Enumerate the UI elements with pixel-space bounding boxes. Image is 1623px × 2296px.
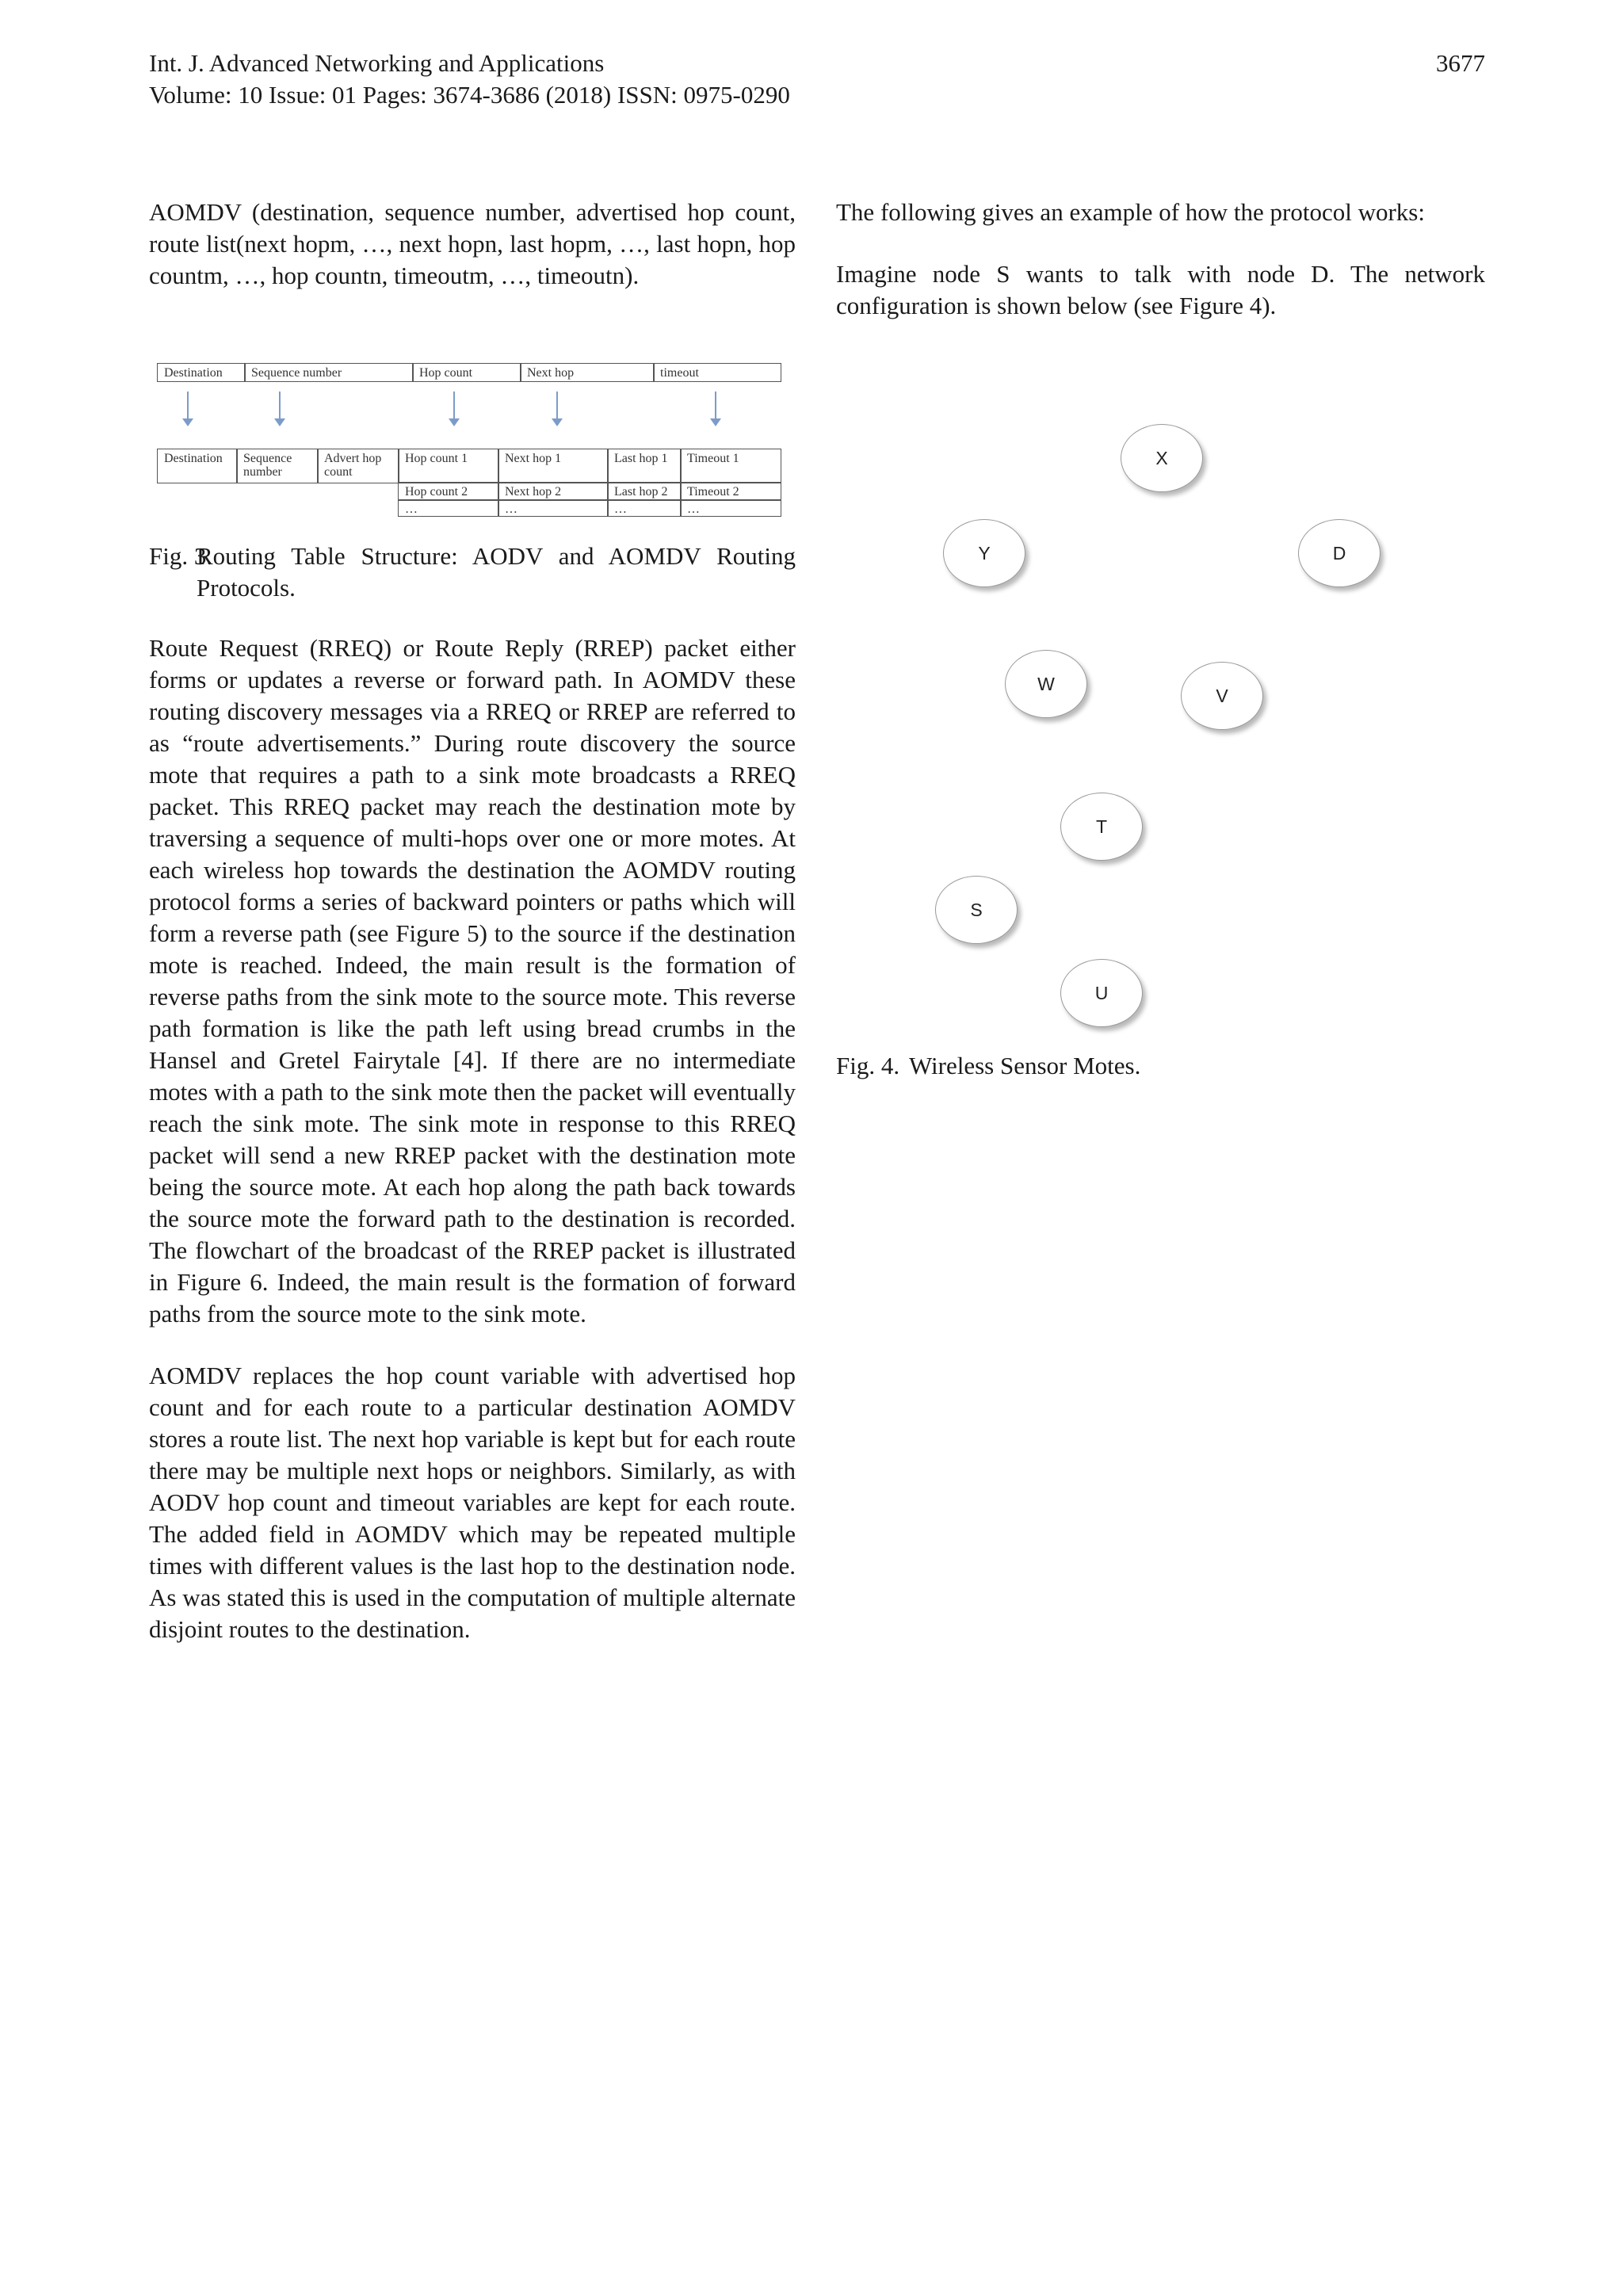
aomdv-next-hop-2: Next hop 2 <box>498 482 609 501</box>
node-u: U <box>1060 959 1143 1027</box>
aomdv-field-destination: Destination <box>157 449 238 483</box>
aomdv-hop-count-2: Hop count 2 <box>398 482 499 501</box>
journal-volume: Volume: 10 Issue: 01 Pages: 3674-3686 (2018) ISSN: 0975-0290 <box>149 81 790 109</box>
arrow-down-icon <box>187 392 189 425</box>
arrow-down-icon <box>715 392 716 425</box>
aomdv-definition: AOMDV (destination, sequence number, advertised hop count, route list(next hopm, …, next hopn, last hopm, …, last hopn, hop countm, …, hop countn, timeoutm, …, timeoutn). <box>149 198 796 289</box>
figure-4-caption-text: Wireless Sensor Motes. <box>909 1052 1141 1079</box>
figure-4-caption-number: Fig. 4. <box>836 1052 900 1079</box>
page-number: 3677 <box>1436 49 1485 77</box>
aodv-field-timeout: timeout <box>653 363 781 382</box>
aomdv-ellipsis-timeout: … <box>680 499 781 517</box>
aodv-field-next-hop: Next hop <box>520 363 655 382</box>
aomdv-field-sequence-number: Sequence number <box>236 449 319 483</box>
aomdv-ellipsis-last-hop: … <box>607 499 682 517</box>
node-x: X <box>1121 424 1203 492</box>
aomdv-field-advert-hop-count: Advert hop count <box>317 449 399 483</box>
arrow-down-icon <box>556 392 558 425</box>
route-discovery-paragraph: Route Request (RREQ) or Route Reply (RREP) packet either forms or updates a reverse or forward path. In AOMDV these routing discovery messages via a RREQ or RREP are referred to as “route advertisements.” During route discovery the source mote that requires a path to a sink mote broadcasts a RREQ packet. This RREQ packet may reach the destination mote by traversing a sequence of multi-hops over one or more motes. At each wireless hop towards the destination the AOMDV routing protocol forms a series of backward pointers or paths which will form a reverse path (see Figure 5) to the source if the destination mote is reached. Indeed, the main result is the formation of reverse paths from the sink mote to the source mote. This reverse path formation is like the path left using bread crumbs in the Hansel and Gretel Fairytale [4]. If there are no intermediate motes with a path to the sink mote then the packet will eventually reach the sink mote. The sink mote in response to this RREQ packet will send a new RREP packet with the destination mote being the source mote. At each hop along the path back towards the source mote the forward path to the destination is recorded. The flowchart of the broadcast of the RREP packet is illustrated in Figure 6. Indeed, the main result is the formation of forward paths from the source mote to the sink mote. <box>149 634 796 1328</box>
aomdv-last-hop-1: Last hop 1 <box>607 449 682 483</box>
left-column-intro <box>149 197 796 292</box>
aodv-field-sequence-number: Sequence number <box>244 363 414 382</box>
example-intro-paragraph: The following gives an example of how the protocol works: <box>836 198 1425 226</box>
node-t: T <box>1060 793 1143 861</box>
right-column <box>836 197 1485 322</box>
aomdv-hop-count-1: Hop count 1 <box>398 449 499 483</box>
figure-3-caption <box>149 541 796 604</box>
aomdv-timeout-2: Timeout 2 <box>680 482 781 501</box>
network-config-paragraph: Imagine node S wants to talk with node D. The network configuration is shown below (see Figure 4). <box>836 260 1485 319</box>
left-column-body <box>149 632 796 1645</box>
figure-4-sensor-motes <box>911 412 1426 1046</box>
aomdv-last-hop-2: Last hop 2 <box>607 482 682 501</box>
aomdv-ellipsis-hop-count: … <box>398 499 499 517</box>
page-header <box>149 48 1485 111</box>
aomdv-timeout-1: Timeout 1 <box>680 449 781 483</box>
figure-3-caption-text: Routing Table Structure: AODV and AOMDV Routing Protocols. <box>197 542 796 602</box>
journal-title: Int. J. Advanced Networking and Applications <box>149 49 605 77</box>
figure-3-routing-table <box>157 357 781 523</box>
arrow-down-icon <box>453 392 455 425</box>
aomdv-next-hop-1: Next hop 1 <box>498 449 609 483</box>
figure-3-caption-number: Fig. 3. <box>149 542 213 570</box>
node-s: S <box>935 876 1018 944</box>
node-v: V <box>1181 662 1263 730</box>
arrow-down-icon <box>279 392 281 425</box>
aodv-field-hop-count: Hop count <box>412 363 521 382</box>
aomdv-route-list-paragraph: AOMDV replaces the hop count variable with advertised hop count and for each route to a particular destination AOMDV stores a route list. The next hop variable is kept but for each route there may be multiple next hops or neighbors. Similarly, as with AODV hop count and timeout variables are kept for each route. The added field in AOMDV which may be repeated multiple times with different values is the last hop to the destination node. As was stated this is used in the computation of multiple alternate disjoint routes to the destination. <box>149 1362 796 1643</box>
aomdv-ellipsis-next-hop: … <box>498 499 609 517</box>
node-w: W <box>1005 650 1087 718</box>
node-d: D <box>1298 519 1381 587</box>
figure-4-caption <box>836 1050 1485 1082</box>
aodv-field-destination: Destination <box>157 363 246 382</box>
node-y: Y <box>943 519 1025 587</box>
